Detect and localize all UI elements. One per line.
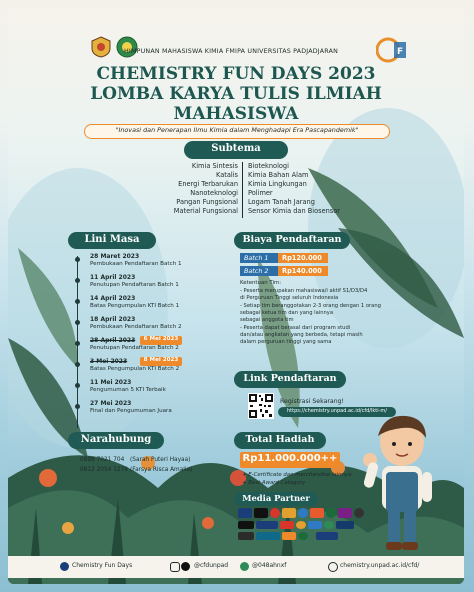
new-date-text: 8 Mei 2023 xyxy=(143,357,179,363)
partner-logo xyxy=(238,532,254,540)
partner-logo xyxy=(256,521,278,529)
hadiah-heading-text: Total Hadiah xyxy=(245,434,315,445)
partner-logo xyxy=(298,532,308,540)
timeline-desc: Pembukaan Pendaftaran Batch 1 xyxy=(90,261,182,267)
biaya-heading xyxy=(234,232,350,249)
partner-logo xyxy=(238,521,254,529)
media-partner-heading xyxy=(234,492,318,506)
timeline-desc: Final dan Pengumuman Juara xyxy=(90,408,172,414)
footer-bar xyxy=(8,556,464,578)
link-heading-text: Link Pendaftaran xyxy=(243,373,337,384)
instagram-icon xyxy=(170,562,180,572)
theme-pill xyxy=(84,124,390,139)
partner-logo xyxy=(338,508,352,518)
partner-logo xyxy=(296,521,306,529)
timeline-desc: Pembukaan Pendaftaran Batch 2 xyxy=(90,324,182,330)
subtema-left-item: Pangan Fungsional xyxy=(176,198,238,206)
timeline-dot xyxy=(75,341,80,346)
hadiah-note: + Best Award Category xyxy=(242,480,306,486)
subtema-left-item: Kimia Sintesis xyxy=(191,162,238,170)
timeline-dot xyxy=(75,257,80,262)
line-icon xyxy=(240,562,249,571)
himpunan-logo-icon xyxy=(376,36,408,64)
timeline-date-struck: 3 Mei 2023 xyxy=(90,358,128,365)
batch-label: Batch 1 xyxy=(244,254,269,262)
mascot-illustration xyxy=(360,412,444,552)
timeline-dot xyxy=(75,383,80,388)
partner-logo xyxy=(254,508,268,518)
partner-logo xyxy=(256,532,280,540)
qr-code-icon[interactable] xyxy=(248,393,274,419)
title-line-2: LOMBA KARYA TULIS ILMIAH xyxy=(90,84,382,104)
title-line-3: MAHASISWA xyxy=(173,104,299,124)
ketentuan-line: - Peserta dapat berasal dari program studi xyxy=(240,325,351,331)
theme-text: "Inovasi dan Penerapan Ilmu Kimia dalam Menghadapi Era Pascapandemik" xyxy=(115,126,359,134)
partner-logo xyxy=(310,508,324,518)
timeline-desc: Pengumuman 5 KTI Terbaik xyxy=(90,387,166,393)
svg-text:F: F xyxy=(397,47,404,57)
lini-masa-heading-text: Lini Masa xyxy=(84,234,140,245)
subtema-left-item: Nanoteknologi xyxy=(190,189,238,197)
media-partner-heading-text: Media Partner xyxy=(242,493,310,503)
subtema-right-item: Polimer xyxy=(248,189,273,197)
partner-logo xyxy=(298,508,308,518)
timeline-date-struck: 28 April 2023 xyxy=(90,337,136,344)
hadiah-amount-box xyxy=(240,452,340,468)
narahubung-heading-text: Narahubung xyxy=(80,434,152,445)
new-date-badge xyxy=(140,357,182,366)
facebook-icon xyxy=(60,562,69,571)
batch-price: Rp140.000 xyxy=(282,267,322,275)
partner-logo xyxy=(282,508,296,518)
subtema-divider xyxy=(242,162,243,218)
timeline-desc: Penutupan Pendaftaran Batch 2 xyxy=(90,345,179,351)
timeline-date: 11 April 2023 xyxy=(90,274,136,281)
ketentuan-line: dan/atau angkatan yang berbeda, tetapi masih xyxy=(240,332,363,338)
partner-logo xyxy=(336,521,354,529)
footer-web[interactable]: chemistry.unpad.ac.id/cfd/ xyxy=(340,562,420,569)
ketentuan-line: sebagai anggota tim xyxy=(240,317,294,323)
partner-logo xyxy=(308,521,322,529)
subtema-right-item: Sensor Kimia dan Biosensor xyxy=(248,207,340,215)
lini-masa-heading xyxy=(68,232,156,249)
timeline-date: 14 April 2023 xyxy=(90,295,136,302)
timeline-dot xyxy=(75,299,80,304)
batch-price: Rp120.000 xyxy=(282,254,322,262)
registration-url[interactable]: https://chemistry.unpad.ac.id/cfd/lkti-m/ xyxy=(287,408,387,414)
contact-name: (Farsya Risca Amalia) xyxy=(130,467,193,473)
subtema-heading xyxy=(184,141,288,159)
ketentuan-line: - Peserta merupakan mahasiswa/i aktif S1/D3/D4 xyxy=(240,288,368,294)
contact-name: (Sarah Puteri Hayaa) xyxy=(130,457,191,463)
ketentuan-title: Ketentuan Tim: xyxy=(240,280,282,286)
new-date-badge xyxy=(140,336,182,345)
timeline-date: 27 Mei 2023 xyxy=(90,400,132,407)
footer-line[interactable]: @048ahnxf xyxy=(252,562,287,569)
unpad-logo-icon xyxy=(90,36,112,58)
ketentuan-line: - Setiap tim beranggotakan 2-3 orang dengan 1 orang xyxy=(240,303,381,309)
partner-logo xyxy=(316,532,338,540)
partner-logo xyxy=(282,532,296,540)
footer-facebook[interactable]: Chemistry Fun Days xyxy=(72,562,133,569)
timeline-date: 18 April 2023 xyxy=(90,316,136,323)
hadiah-amount: Rp11.000.000++ xyxy=(242,453,338,464)
hadiah-heading xyxy=(234,432,326,449)
subtema-right-item: Logam Tanah Jarang xyxy=(248,198,315,206)
ketentuan-line: sebagai ketua tim dan yang lainnya xyxy=(240,310,334,316)
hadiah-note: + E-Certificate dan merchandise lainnya xyxy=(242,472,352,478)
subtema-heading-text: Subtema xyxy=(211,143,261,154)
link-heading xyxy=(234,371,346,388)
timeline-dot xyxy=(75,320,80,325)
timeline-dot xyxy=(75,362,80,367)
subtema-left-item: Energi Terbarukan xyxy=(178,180,238,188)
partner-logo xyxy=(280,521,294,529)
batch-label: Batch 2 xyxy=(244,267,269,275)
batch-1-row xyxy=(240,253,340,263)
timeline-desc: Batas Pengumpulan KTI Batch 1 xyxy=(90,303,180,309)
subtema-right-item: Kimia Lingkungan xyxy=(248,180,307,188)
footer-instagram[interactable]: @cfdunpad xyxy=(194,562,229,569)
subtema-left-item: Katalis xyxy=(216,171,238,179)
title-line-1: CHEMISTRY FUN DAYS 2023 xyxy=(96,64,376,84)
media-partner-logos xyxy=(238,508,368,548)
tiktok-icon xyxy=(181,562,190,571)
ketentuan-line: dalam perguruan tinggi yang sama xyxy=(240,339,332,345)
timeline-dot xyxy=(75,278,80,283)
partner-logo xyxy=(326,508,336,518)
biaya-heading-text: Biaya Pendaftaran xyxy=(242,234,342,245)
subtema-right-item: Bioteknologi xyxy=(248,162,289,170)
timeline-dot xyxy=(75,404,80,409)
web-icon xyxy=(328,562,338,572)
partner-logo xyxy=(270,508,280,518)
new-date-text: 6 Mei 2023 xyxy=(143,336,179,342)
timeline-desc: Batas Pengumpulan KTI Batch 2 xyxy=(90,366,180,372)
batch-2-row xyxy=(240,266,340,276)
timeline-date: 28 Maret 2023 xyxy=(90,253,140,260)
partner-logo xyxy=(324,521,334,529)
poster-frame xyxy=(8,8,464,584)
contact-phone[interactable]: 0898 7021 704 xyxy=(80,457,125,463)
subtema-right-item: Kimia Bahan Alam xyxy=(248,171,309,179)
narahubung-heading xyxy=(68,432,164,449)
contact-phone[interactable]: 0812 2054 1278 xyxy=(80,467,128,473)
subtema-left-item: Material Fungsional xyxy=(173,207,238,215)
partner-logo xyxy=(238,508,252,518)
timeline-desc: Penutupan Pendaftaran Batch 1 xyxy=(90,282,179,288)
registration-cta: Registrasi Sekarang! xyxy=(280,398,345,405)
timeline-date: 11 Mei 2023 xyxy=(90,379,132,386)
ketentuan-line: di Perguruan Tinggi seluruh Indonesia xyxy=(240,295,339,301)
organizer-text: HIMPUNAN MAHASISWA KIMIA FMIPA UNIVERSITAS PADJADJARAN xyxy=(124,48,338,55)
